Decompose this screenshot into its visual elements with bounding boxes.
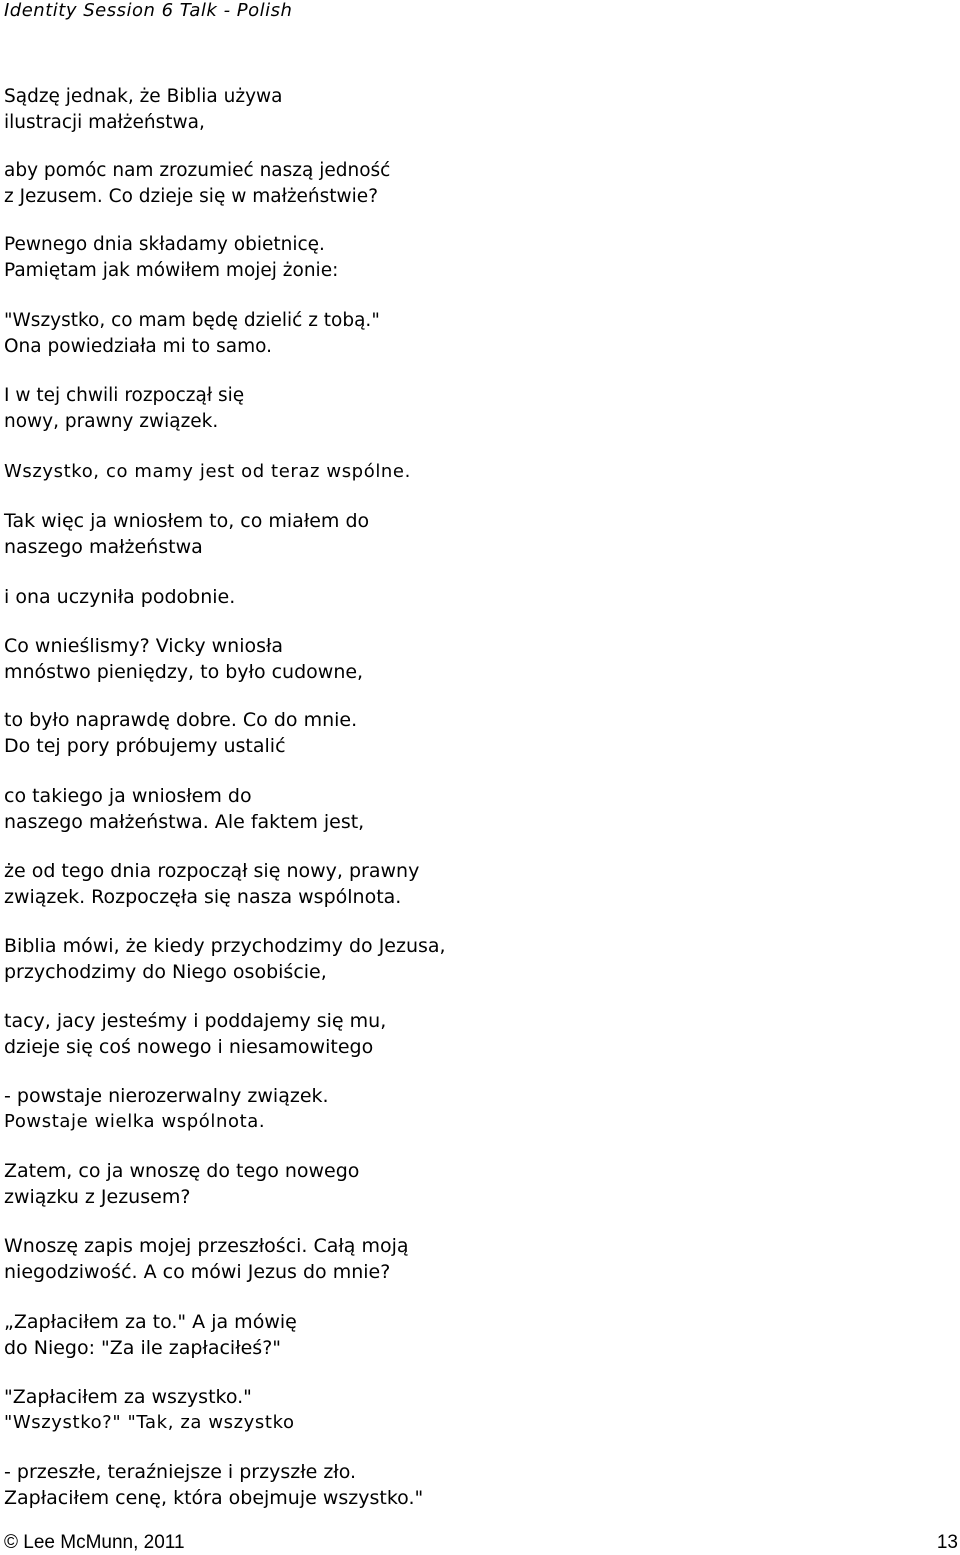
- text-line: związku z Jezusem?: [4, 1186, 191, 1208]
- text-line: "Wszystko, co mam będę dzielić z tobą.": [4, 310, 380, 331]
- text-line: - przeszłe, teraźniejsze i przyszłe zło.: [4, 1461, 357, 1483]
- text-line: nowy, prawny związek.: [4, 411, 219, 432]
- text-line: "Wszystko?" "Tak, za wszystko: [4, 1412, 295, 1433]
- text-line: przychodzimy do Niego osobiście,: [4, 961, 327, 983]
- text-line: Biblia mówi, że kiedy przychodzimy do Jezusa,: [4, 935, 446, 957]
- text-line: Do tej pory próbujemy ustalić: [4, 735, 286, 757]
- text-line: tacy, jacy jesteśmy i poddajemy się mu,: [4, 1010, 387, 1032]
- text-line: Ona powiedziała mi to samo.: [4, 336, 272, 357]
- document-header-title: Identity Session 6 Talk - Polish: [4, 0, 293, 21]
- footer-copyright: © Lee McMunn, 2011: [4, 1532, 185, 1553]
- text-line: i ona uczyniła podobnie.: [4, 586, 236, 608]
- text-line: Wszystko, co mamy jest od teraz wspólne.: [4, 461, 411, 482]
- text-line: Pewnego dnia składamy obietnicę.: [4, 234, 325, 255]
- text-line: Co wnieślismy? Vicky wniosła: [4, 635, 284, 657]
- text-line: ilustracji małżeństwa,: [4, 112, 205, 133]
- text-line: mnóstwo pieniędzy, to było cudowne,: [4, 661, 364, 683]
- text-line: co takiego ja wniosłem do: [4, 785, 252, 807]
- text-line: że od tego dnia rozpoczął się nowy, prawny: [4, 860, 420, 882]
- text-line: dzieje się coś nowego i niesamowitego: [4, 1036, 374, 1058]
- text-line: Pamiętam jak mówiłem mojej żonie:: [4, 260, 339, 281]
- text-line: Powstaje wielka wspólnota.: [4, 1111, 266, 1132]
- text-line: to było naprawdę dobre. Co do mnie.: [4, 709, 358, 731]
- text-line: naszego małżeństwa. Ale faktem jest,: [4, 811, 365, 833]
- text-line: „Zapłaciłem za to." A ja mówię: [4, 1311, 297, 1333]
- footer-page-number: 13: [936, 1532, 958, 1553]
- text-line: Sądzę jednak, że Biblia używa: [4, 86, 283, 107]
- text-line: niegodziwość. A co mówi Jezus do mnie?: [4, 1261, 391, 1283]
- text-line: naszego małżeństwa: [4, 536, 203, 558]
- text-line: Wnoszę zapis mojej przeszłości. Całą moją: [4, 1235, 409, 1257]
- text-line: "Zapłaciłem za wszystko.": [4, 1386, 252, 1408]
- text-line: z Jezusem. Co dzieje się w małżeństwie?: [4, 186, 379, 207]
- text-line: - powstaje nierozerwalny związek.: [4, 1085, 329, 1107]
- text-line: aby pomóc nam zrozumieć naszą jedność: [4, 160, 391, 181]
- text-line: Zapłaciłem cenę, która obejmuje wszystko.": [4, 1487, 424, 1509]
- text-line: związek. Rozpoczęła się nasza wspólnota.: [4, 886, 402, 908]
- text-line: do Niego: "Za ile zapłaciłeś?": [4, 1337, 282, 1359]
- text-line: Tak więc ja wniosłem to, co miałem do: [4, 510, 370, 532]
- text-line: I w tej chwili rozpoczął się: [4, 385, 245, 406]
- text-line: Zatem, co ja wnoszę do tego nowego: [4, 1160, 360, 1182]
